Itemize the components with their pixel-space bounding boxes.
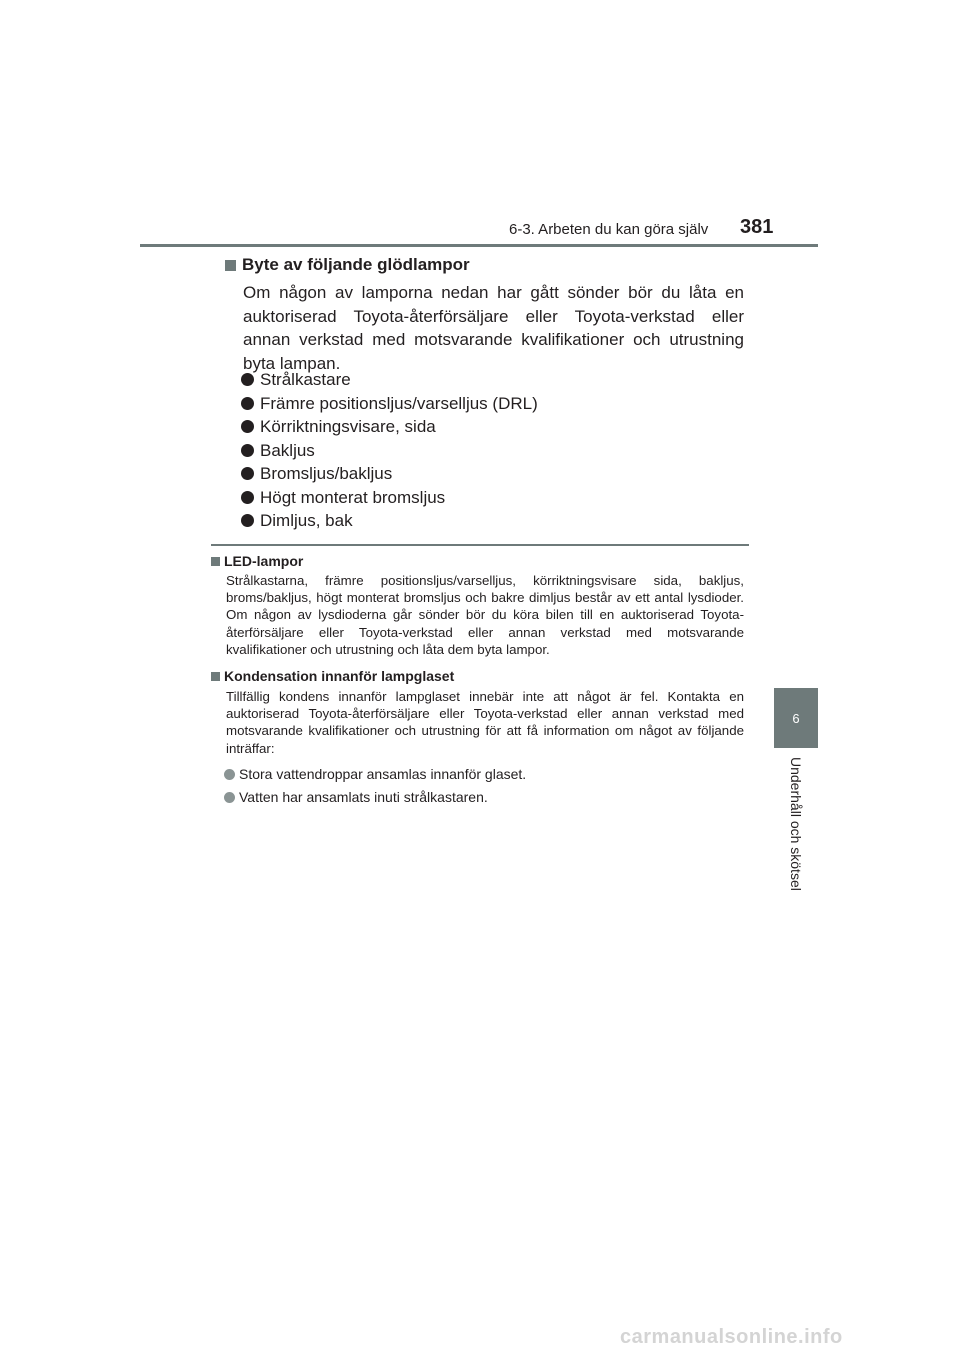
list-item: Dimljus, bak [241,509,538,533]
chapter-number: 6 [792,710,800,726]
main-heading-text: Byte av följande glödlampor [242,255,470,274]
bullet-dot-icon [241,444,254,457]
list-item: Körriktningsvisare, sida [241,415,538,439]
list-item: Vatten har ansamlats inuti strålkastaren. [224,786,526,809]
note-body-led: Strålkastarna, främre positionsljus/varselljus, körriktningsvisare sida, bakljus, broms/bakljus, högt monterat bromsljus och bakre dimljus består av ett antal lysdioder. Om någon av lysdioderna går sönder bör du köra bilen till en auktoriserad Toyota-återförsäljare eller Toyota-verkstad eller annan verkstad med motsvarande kvalifikationer och utrustning och låta dem byta lampor. [226,573,744,657]
section-title: 6-3. Arbeten du kan göra själv [509,221,709,238]
bullet-dot-icon [241,397,254,410]
watermark: carmanualsonline.info [620,1326,843,1348]
list-item: Strålkastare [241,368,538,392]
list-item: Bakljus [241,439,538,463]
bullet-dot-icon [241,467,254,480]
note-heading-led: LED-lampor [211,553,303,569]
bulb-list [241,368,538,533]
note-body-condensation: Tillfällig kondens innanför lampglaset innebär inte att något är fel. Kontakta en auktoriserad Toyota-återförsäljare eller Toyota-verkstad eller annan verkstad med motsvarande kvalifikationer och utrustning för att få information om något av följande inträffar: [226,689,744,756]
chapter-title: Underhåll och skötsel [788,757,804,891]
header-divider [140,244,818,247]
bullet-dot-icon [241,514,254,527]
list-item: Stora vattendroppar ansamlas innanför glaset. [224,763,526,786]
condensation-list [224,763,526,809]
list-item: Högt monterat bromsljus [241,486,538,510]
chapter-tab [774,688,818,748]
bullet-dot-icon [224,769,235,780]
note-heading-condensation: Kondensation innanför lampglaset [211,668,454,684]
square-bullet-icon [211,672,220,681]
bullet-dot-icon [241,373,254,386]
square-bullet-icon [225,260,236,271]
page-number: 381 [740,216,774,238]
notes-divider [211,544,749,546]
list-item: Bromsljus/bakljus [241,462,538,486]
square-bullet-icon [211,557,220,566]
bullet-dot-icon [241,420,254,433]
main-paragraph: Om någon av lamporna nedan har gått sönder bör du låta en auktoriserad Toyota-återförsäljare eller Toyota-verkstad eller annan verkstad med motsvarande kvalifikationer och utrustning byta lampan. [243,283,744,373]
bullet-dot-icon [241,491,254,504]
list-item: Främre positionsljus/varselljus (DRL) [241,392,538,416]
main-heading [225,255,470,275]
bullet-dot-icon [224,792,235,803]
